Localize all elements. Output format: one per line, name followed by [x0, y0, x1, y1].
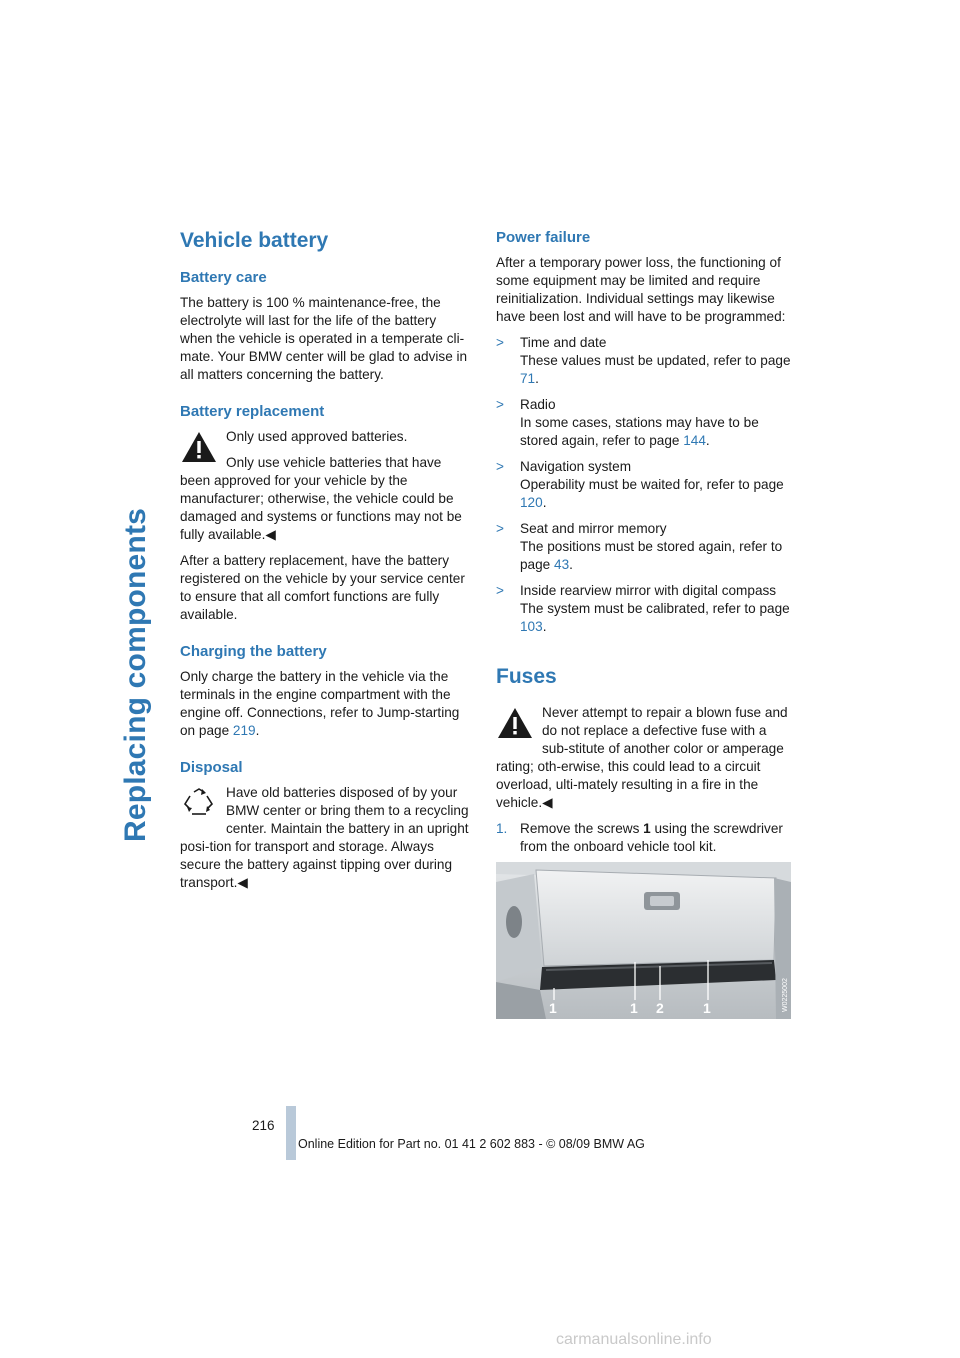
- page-number: 216: [252, 1118, 275, 1133]
- fuses-title: Fuses: [496, 665, 557, 688]
- power-failure-section: [496, 228, 792, 636]
- glovebox-illustration: [496, 862, 791, 1019]
- fuses-warning: [496, 704, 792, 812]
- battery-replacement-text: After a battery replacement, have the battery registered on the vehicle by your service center to ensure that all comfort functions are fully available.: [180, 553, 465, 622]
- figure-label-1: 1: [703, 1000, 711, 1016]
- battery-care-section: [180, 268, 472, 384]
- battery-replacement-section: [180, 402, 472, 624]
- battery-care-text: The battery is 100 % maintenance-free, the electrolyte will last for the life of the battery when the vehicle is operated in a temperate cli-mate. Your BMW center will be glad to advise in all matters concerning the battery.: [180, 295, 468, 382]
- figure-code: W0225002: [782, 978, 789, 1012]
- warning-triangle-icon: [496, 706, 534, 740]
- list-item: > Time and date These values must be updated, refer to page 71.: [496, 335, 791, 386]
- footer-edition: Online Edition for Part no. 01 41 2 602 883 - © 08/09 BMW AG: [298, 1137, 645, 1151]
- glovebox-figure: [496, 862, 791, 1019]
- fuses-warning-text: Never attempt to repair a blown fuse and do not replace a defective fuse with a sub-stitute of another color or amperage rating; oth-erwise, this could lead to a circuit overload, ulti-mately resulting in a fire in the vehicle.◀: [496, 705, 788, 810]
- battery-warning-line1: Only used approved batteries.: [226, 429, 408, 444]
- list-item: > Radio In some cases, stations may have to be stored again, refer to page 144.: [496, 397, 759, 448]
- power-failure-intro: After a temporary power loss, the functioning of some equipment may be limited and require reinitialization. Individual settings may likewise have been lost and will have to be programmed:: [496, 255, 786, 324]
- charging-section: [180, 642, 472, 740]
- page-link-103[interactable]: 103: [520, 619, 543, 634]
- disposal-section: [180, 758, 472, 892]
- chapter-title: Replacing components: [119, 507, 152, 843]
- vehicle-battery-title: Vehicle battery: [180, 229, 329, 252]
- disposal-text: Have old batteries disposed of by your BMW center or bring them to a recycling center. Maintain the battery in an upright posi-tion for transport and storage. Always secure the battery against tipping over during transport.◀: [180, 785, 469, 890]
- page-link-71[interactable]: 71: [520, 371, 536, 386]
- right-column: [496, 228, 792, 908]
- list-item: 1. Remove the screws 1 using the screwdriver from the onboard vehicle tool kit.: [496, 821, 783, 854]
- power-failure-list: [496, 334, 792, 636]
- warning-triangle-icon: [180, 430, 218, 464]
- chapter-sidebar: [112, 230, 160, 1120]
- power-failure-heading: Power failure: [496, 229, 591, 246]
- battery-care-heading: Battery care: [180, 269, 267, 286]
- watermark: carmanualsonline.info: [556, 1331, 712, 1348]
- disposal-note: [180, 784, 472, 892]
- battery-replacement-heading: Battery replacement: [180, 403, 325, 420]
- page-link-43[interactable]: 43: [554, 557, 570, 572]
- disposal-heading: Disposal: [180, 759, 243, 776]
- footer-accent-bar: [286, 1106, 296, 1160]
- charging-text: Only charge the battery in the vehicle via the terminals in the engine compartment with the engine off. Connections, refer to Jump-starting on page 219.: [180, 669, 460, 738]
- list-item: > Navigation system Operability must be waited for, refer to page 120.: [496, 459, 784, 510]
- figure-label-1: 1: [630, 1000, 638, 1016]
- list-item: > Inside rearview mirror with digital compass The system must be calibrated, refer to page 103.: [496, 583, 790, 634]
- recycle-icon: [180, 786, 218, 820]
- left-column: [180, 228, 472, 910]
- figure-label-1: 1: [549, 1000, 557, 1016]
- battery-warning-text: Only use vehicle batteries that have been approved for your vehicle by the manufacturer; otherwise, the vehicle could be damaged and systems or functions may not be fully available.◀: [180, 455, 462, 542]
- battery-warning: [180, 428, 472, 544]
- list-item: > Seat and mirror memory The positions must be stored again, refer to page 43.: [496, 521, 783, 572]
- page-link-144[interactable]: 144: [683, 433, 706, 448]
- page-link-219[interactable]: 219: [232, 723, 256, 738]
- figure-label-2: 2: [656, 1000, 664, 1016]
- charging-heading: Charging the battery: [180, 643, 327, 660]
- page-link-120[interactable]: 120: [520, 495, 543, 510]
